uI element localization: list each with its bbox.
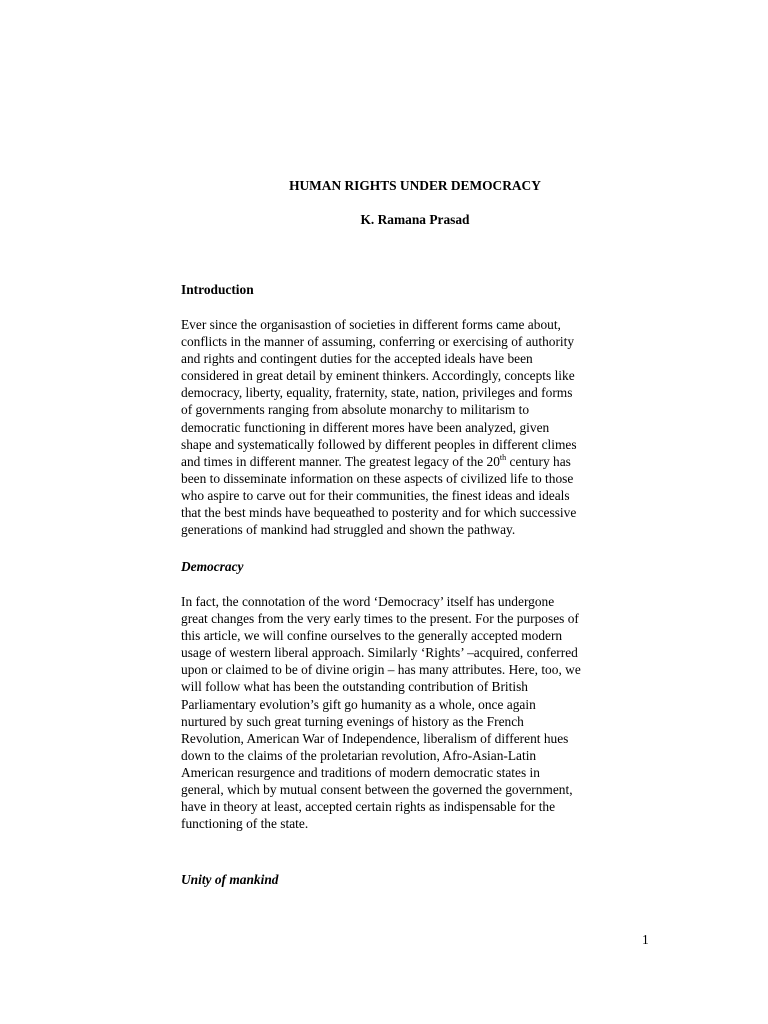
paragraph-line: will follow what has been the outstanding contribution of British	[181, 679, 528, 695]
paragraph-line: of governments ranging from absolute monarchy to militarism to	[181, 402, 530, 418]
paragraph-line: Parliamentary evolution’s gift go humanity as a whole, once again	[181, 696, 536, 712]
section-heading-democracy: Democracy	[181, 559, 244, 574]
paragraph-line: who aspire to carve out for their communities, the finest ideas and ideals	[181, 487, 570, 503]
paragraph-line: upon or claimed to be of divine origin – has many attributes. Here, too, we	[181, 662, 581, 678]
section-heading-introduction: Introduction	[181, 282, 254, 297]
paragraph-line: general, which by mutual consent between the governed the government,	[181, 782, 573, 798]
section-heading-unity-of-mankind: Unity of mankind	[181, 872, 279, 887]
paragraph-line: functioning of the state.	[181, 816, 309, 832]
page-number: 1	[642, 932, 649, 947]
paragraph-line: and rights and contingent duties for the accepted ideals have been	[181, 351, 533, 367]
superscript-th: th	[499, 452, 507, 462]
line-text-tail: century has	[506, 453, 571, 469]
paragraph-line: Revolution, American War of Independence, liberalism of different hues	[181, 730, 569, 746]
paragraph-line: In fact, the connotation of the word ‘Democracy’ itself has undergone	[181, 594, 555, 609]
line-text: and times in different manner. The greatest legacy of the 20	[181, 453, 500, 469]
paragraph-line: great changes from the very early times to the present. For the purposes of	[181, 611, 579, 627]
paragraph-line: shape and systematically followed by different peoples in different climes	[181, 436, 577, 452]
paragraph-line: have in theory at least, accepted certain rights as indispensable for the	[181, 799, 556, 815]
democracy-paragraph	[181, 593, 621, 832]
paragraph-line: nurtured by such great turning evenings of history as the French	[181, 713, 524, 729]
paragraph-line: this article, we will confine ourselves to the generally accepted modern	[181, 628, 563, 644]
paragraph-line: that the best minds have bequeathed to posterity and for which successive	[181, 505, 577, 521]
paragraph-line: democracy, liberty, equality, fraternity, state, nation, privileges and forms	[181, 385, 573, 401]
paragraph-line: considered in great detail by eminent thinkers. Accordingly, concepts like	[181, 368, 575, 384]
paragraph-line: generations of mankind had struggled and shown the pathway.	[181, 522, 516, 538]
paragraph-line: usage of western liberal approach. Similarly ‘Rights’ –acquired, conferred	[181, 645, 578, 661]
paragraph-line: Ever since the organisastion of societies in different forms came about,	[181, 317, 561, 332]
paragraph-line: democratic functioning in different mores have been analyzed, given	[181, 419, 550, 435]
paragraph-line: American resurgence and traditions of modern democratic states in	[181, 764, 540, 780]
paragraph-line	[181, 453, 621, 470]
paragraph-line: conflicts in the manner of assuming, conferring or exercising of authority	[181, 334, 575, 350]
document-title: HUMAN RIGHTS UNDER DEMOCRACY	[289, 178, 541, 193]
document-author: K. Ramana Prasad	[360, 212, 470, 227]
introduction-paragraph	[181, 316, 621, 538]
paragraph-line: down to the claims of the proletarian revolution, Afro-Asian-Latin	[181, 747, 537, 763]
paragraph-line: been to disseminate information on these aspects of civilized life to those	[181, 470, 574, 486]
